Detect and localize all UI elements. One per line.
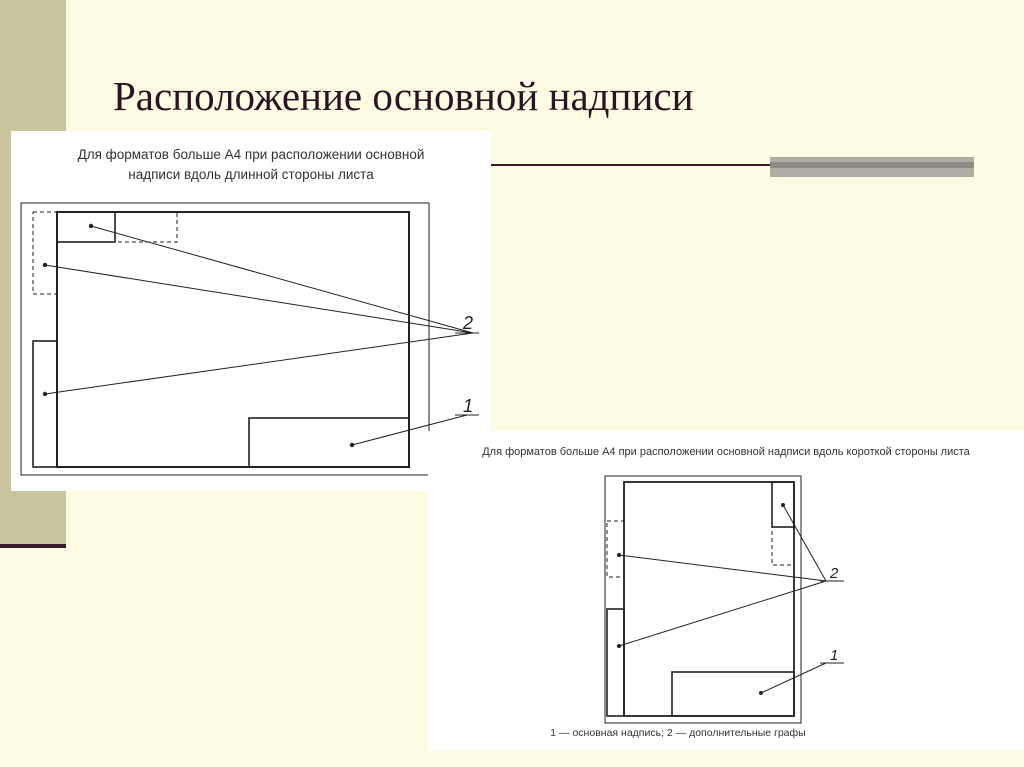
caption-line-1: Для форматов больше А4 при расположении основной [77,147,425,162]
extra-field-left-dashed [607,521,624,577]
extra-field-top-dashed [115,212,177,242]
slide-title: Расположение основной надписи [113,73,694,119]
diagram-long-side [11,131,491,491]
leader-2-c [619,581,826,646]
extra-field-right-dashed [772,527,794,565]
diagram-short-side [428,431,1024,751]
title-accent-bar [770,157,974,177]
extra-field-left [33,341,57,467]
title-block [249,418,409,467]
leader-2-b [619,555,826,581]
label-title-block: 1 [463,396,474,416]
caption-line-2: надписи вдоль длинной стороны листа [128,167,374,182]
diagram-short-side-caption: Для форматов больше А4 при расположении основной надписи вдоль короткой стороны листа [482,446,970,458]
extra-field-left [607,609,624,716]
leader-2-a [91,226,473,333]
title-underline [470,164,770,166]
extra-field-left-dashed [33,212,57,294]
title-block [672,672,794,716]
frame [57,212,409,467]
short-side-drawing [428,431,1024,751]
sheet-outline [21,203,429,475]
long-side-drawing [11,131,491,491]
label-title-block: 1 [830,647,839,664]
side-decor-rule [0,544,66,548]
leader-2-a [783,505,826,581]
label-extra-fields: 2 [463,313,474,333]
label-extra-fields: 2 [830,565,839,582]
diagram-legend: 1 — основная надпись; 2 — дополнительные графы [550,727,806,739]
extra-field-top [57,212,115,242]
